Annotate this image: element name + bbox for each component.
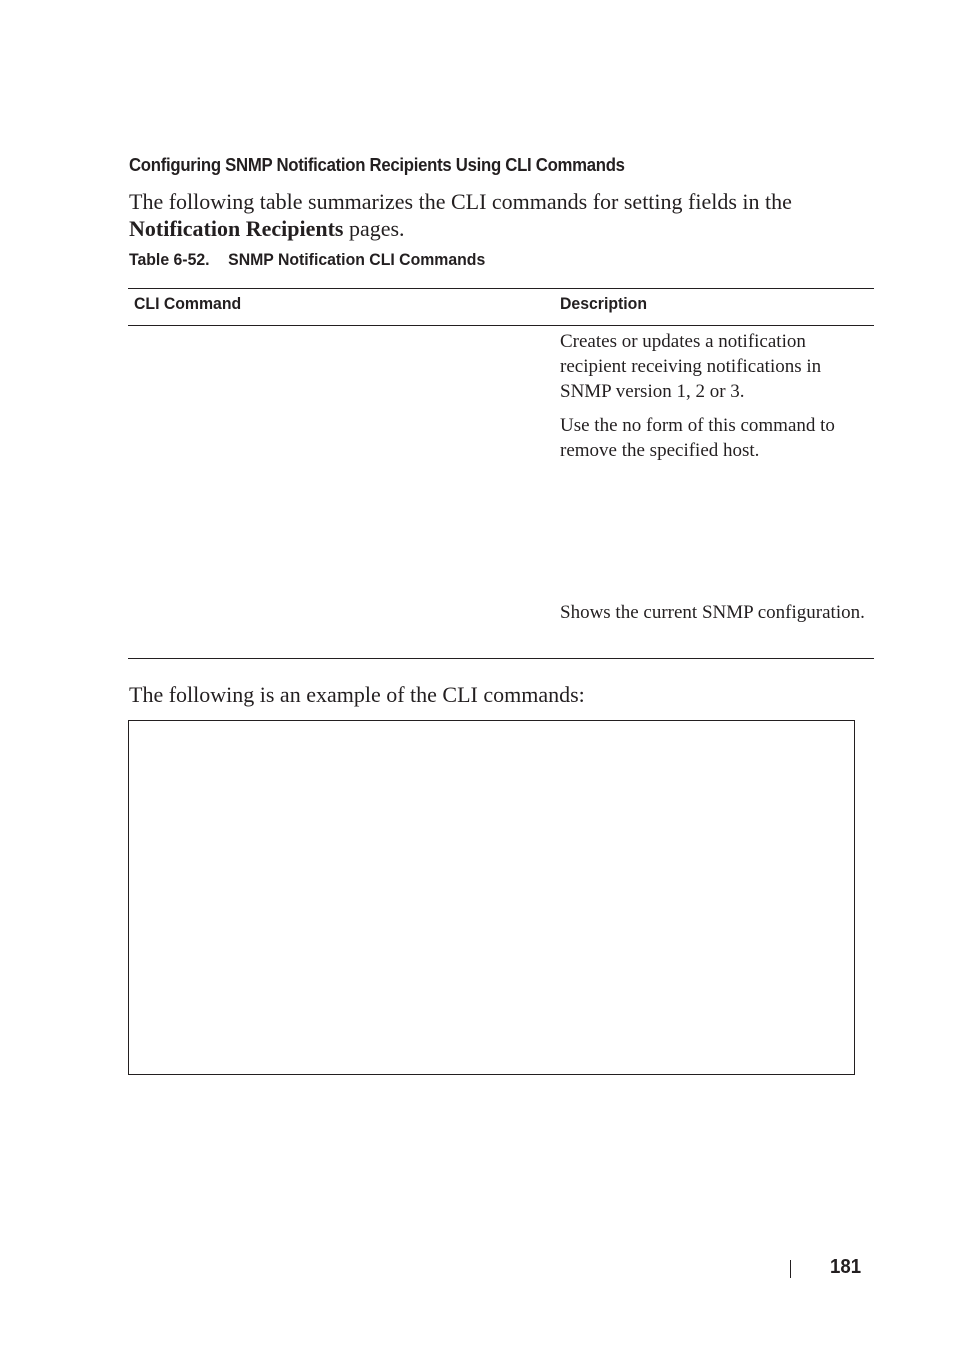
example-intro: The following is an example of the CLI commands: — [129, 682, 585, 707]
table-caption — [129, 250, 485, 270]
intro-text-after: pages. — [343, 216, 405, 241]
column-header-description: Description — [560, 294, 647, 313]
page-number: 181 — [830, 1256, 862, 1278]
table-row-2-description-p1: Shows the current SNMP configuration. — [560, 602, 865, 623]
table-header-row — [128, 289, 874, 326]
cli-commands-table — [128, 288, 874, 659]
table-row-1-description-p2: Use the no form of this command to remove the specified host. — [560, 415, 835, 461]
intro-paragraph — [129, 188, 869, 242]
section-heading: Configuring SNMP Notification Recipients Using CLI Commands — [129, 155, 625, 175]
intro-emphasis: Notification Recipients — [129, 216, 344, 241]
column-header-cli-command: CLI Command — [134, 294, 242, 313]
table-row-1-description-p1: Creates or updates a notification recipient receiving notifications in SNMP version 1, 2 or 3. — [560, 331, 822, 402]
footer-divider — [790, 1260, 791, 1278]
table-caption-number: Table 6-52. — [129, 250, 210, 269]
intro-text-before: The following table summarizes the CLI commands for setting fields in the — [129, 189, 792, 214]
table-caption-title: SNMP Notification CLI Commands — [228, 250, 486, 269]
code-example-box — [128, 720, 855, 1075]
